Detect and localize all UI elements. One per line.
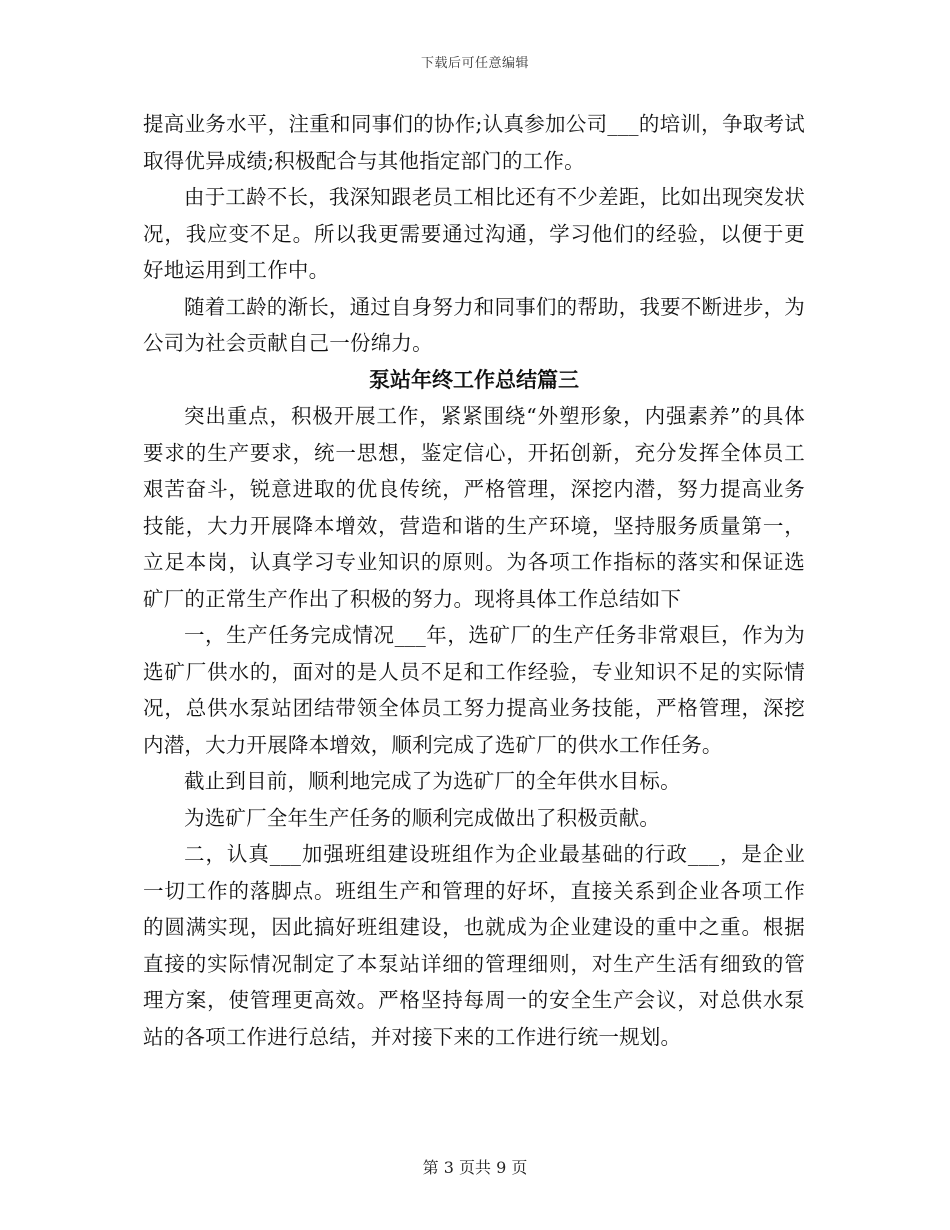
paragraph-3: 随着工龄的渐长，通过自身努力和同事们的帮助，我要不断进步，为公司为社会贡献自己一份绵力。: [143, 294, 805, 355]
section-paragraph-3: 截止到目前，顺利地完成了为选矿厂的全年供水目标。: [184, 769, 681, 793]
section-paragraph-4: 为选矿厂全年生产任务的顺利完成做出了积极贡献。: [184, 805, 661, 830]
section-paragraph-1: 突出重点，积极开展工作，紧紧围绕“外塑形象，内强素养”的具体要求的生产要求，统一思想，鉴定信心，开拓创新，充分发挥全体员工艰苦奋斗，锐意进取的优良传统，严格管理，深挖内潜，努力提高业务技能，大力开展降本增效，营造和谐的生产环境，坚持服务质量第一，立足本岗，认真学习专业知识的原则。为各项工作指标的落实和保证选矿厂的正常生产作出了积极的努力。现将具体工作总结如下: [143, 404, 805, 611]
paragraph-1: 提高业务水平，注重和同事们的协作;认真参加公司___的培训，争取考试取得优异成绩;积极配合与其他指定部门的工作。: [143, 112, 805, 173]
section-title: 泵站年终工作总结篇三: [369, 367, 579, 392]
page-header-note: 下载后可任意编辑: [420, 56, 529, 71]
document-body: [143, 106, 805, 1055]
section-paragraph-2: 一，生产任务完成情况___年，选矿厂的生产任务非常艰巨，作为为选矿厂供水的，面对的是人员不足和工作经验，专业知识不足的实际情况，总供水泵站团结带领全体员工努力提高业务技能，严格管理，深挖内潜，大力开展降本增效，顺利完成了选矿厂的供水工作任务。: [143, 623, 805, 757]
paragraph-2: 由于工龄不长，我深知跟老员工相比还有不少差距，比如出现突发状况，我应变不足。所以我更需要通过沟通，学习他们的经验，以便于更好地运用到工作中。: [143, 185, 805, 282]
page-number: 第 3 页共 9 页: [422, 1158, 528, 1177]
section-paragraph-5: 二，认真___加强班组建设班组作为企业最基础的行政___，是企业一切工作的落脚点。班组生产和管理的好坏，直接关系到企业各项工作的圆满实现，因此搞好班组建设，也就成为企业建设的重中之重。根据直接的实际情况制定了本泵站详细的管理细则，对生产生活有细致的管理方案，使管理更高效。严格坚持每周一的安全生产会议，对总供水泵站的各项工作进行总结，并对接下来的工作进行统一规划。: [143, 842, 805, 1049]
